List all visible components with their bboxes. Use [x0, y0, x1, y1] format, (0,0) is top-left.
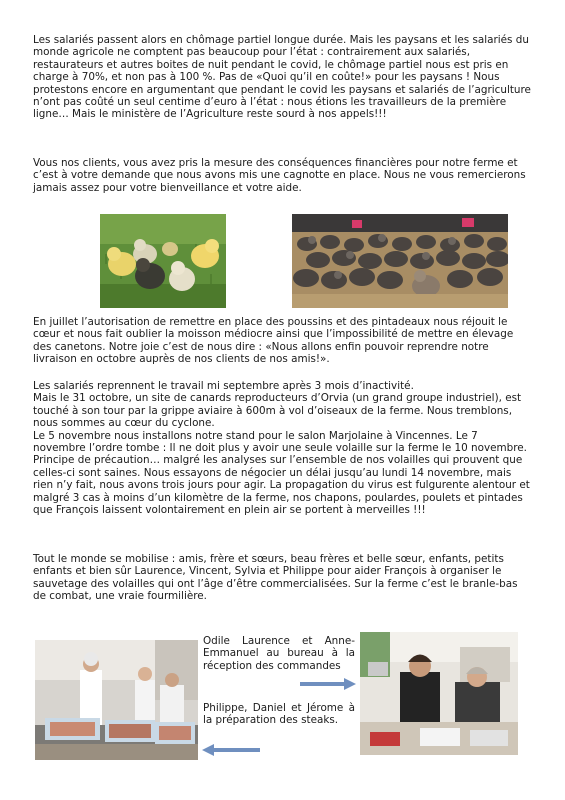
paragraph-mobilisation: Tout le monde se mobilise : amis, frère et sœurs, beau frères et belle sœur, enfants, petits enfants et bien sûr Laurence, Vincent, Sylvia et Philippe pour aider François à organiser le sauvetage des volailles qui ont l’âge d’être commercialisées. Sur la ferme c’est le branle-bas de combat, une vraie fourmilière.	[33, 553, 518, 603]
caption-office: Odile Laurence et Anne-Emmanuel au bureau à la réception des commandes	[203, 635, 355, 672]
photo-preparation-steaks	[35, 640, 198, 760]
photo-office-orders	[360, 632, 518, 755]
caption-prep: Philippe, Daniel et Jérome à la préparation des steaks.	[203, 702, 355, 727]
arrow-left-icon	[202, 741, 260, 753]
paragraph-chomage: Les salariés passent alors en chômage partiel longue durée. Mais les paysans et les salariés du monde agricole ne comptent pas beaucoup pour l’état : contrairement aux salariés, restaurateurs et autres boites de nuit pendant le covid, le chômage partiel nous est pris en charge à 70%, et non pas à 100 %. Pas de «Quoi qu’il en coûte!» pour les paysans ! Nous protestons encore en argumentant que pendant le covid les paysans et salariés de l’agriculture n’ont pas coûté un seul centime d’euro à l’état : nous étions les travailleurs de la première ligne… Mais le ministère de l’Agriculture reste sourd à nos appels!!!	[33, 34, 531, 121]
paragraph-juillet: En juillet l’autorisation de remettre en place des poussins et des pintadeaux nous réjouit le cœur et nous fait oublier la moisson médiocre ainsi que l’impossibilité de mettre en élevage des canetons. Notre joie c’est de nous dire : «Nous allons enfin pouvoir reprendre notre livraison en octobre auprès de nos clients de nos amis!».	[33, 316, 514, 366]
photo-chicks-on-grass	[100, 214, 226, 308]
photo-chicks-on-straw	[292, 214, 508, 308]
paragraph-grippe-aviaire: Les salariés reprennent le travail mi septembre après 3 mois d’inactivité. Mais le 31 octobre, un site de canards reproducteurs d’Orvia (un grand groupe industriel), est touché à son tour par la grippe aviaire à 600m à vol d’oiseaux de la ferme. Nous tremblons, nous sommes au cœur du cyclone. Le 5 novembre nous installons notre stand pour le salon Marjolaine à Vincennes. Le 7 novembre l’ordre tombe : Il ne doit plus y avoir une seule volaille sur la ferme le 10 novembre. Principe de précaution… malgré les analyses sur l’ensemble de nos volailles qui prouvent que celles-ci sont saines. Nous essayons de négocier un délai jusqu’au lundi 14 novembre, mais rien n’y fait, nous avons trois jours pour agir. La propagation du virus est fulgurente alentour et malgré 3 cas à moins d’un kilomètre de la ferme, nos chapons, poulardes, poulets et pintades que François laissent volontairement en plein air se portent à merveilles !!!	[33, 380, 530, 517]
paragraph-clients: Vous nos clients, vous avez pris la mesure des conséquences financières pour notre ferme et c’est à votre demande que nous avons mis une cagnotte en place. Nous ne vous remercierons jamais assez pour votre bienveillance et votre aide.	[33, 157, 526, 194]
arrow-right-icon	[300, 675, 356, 687]
